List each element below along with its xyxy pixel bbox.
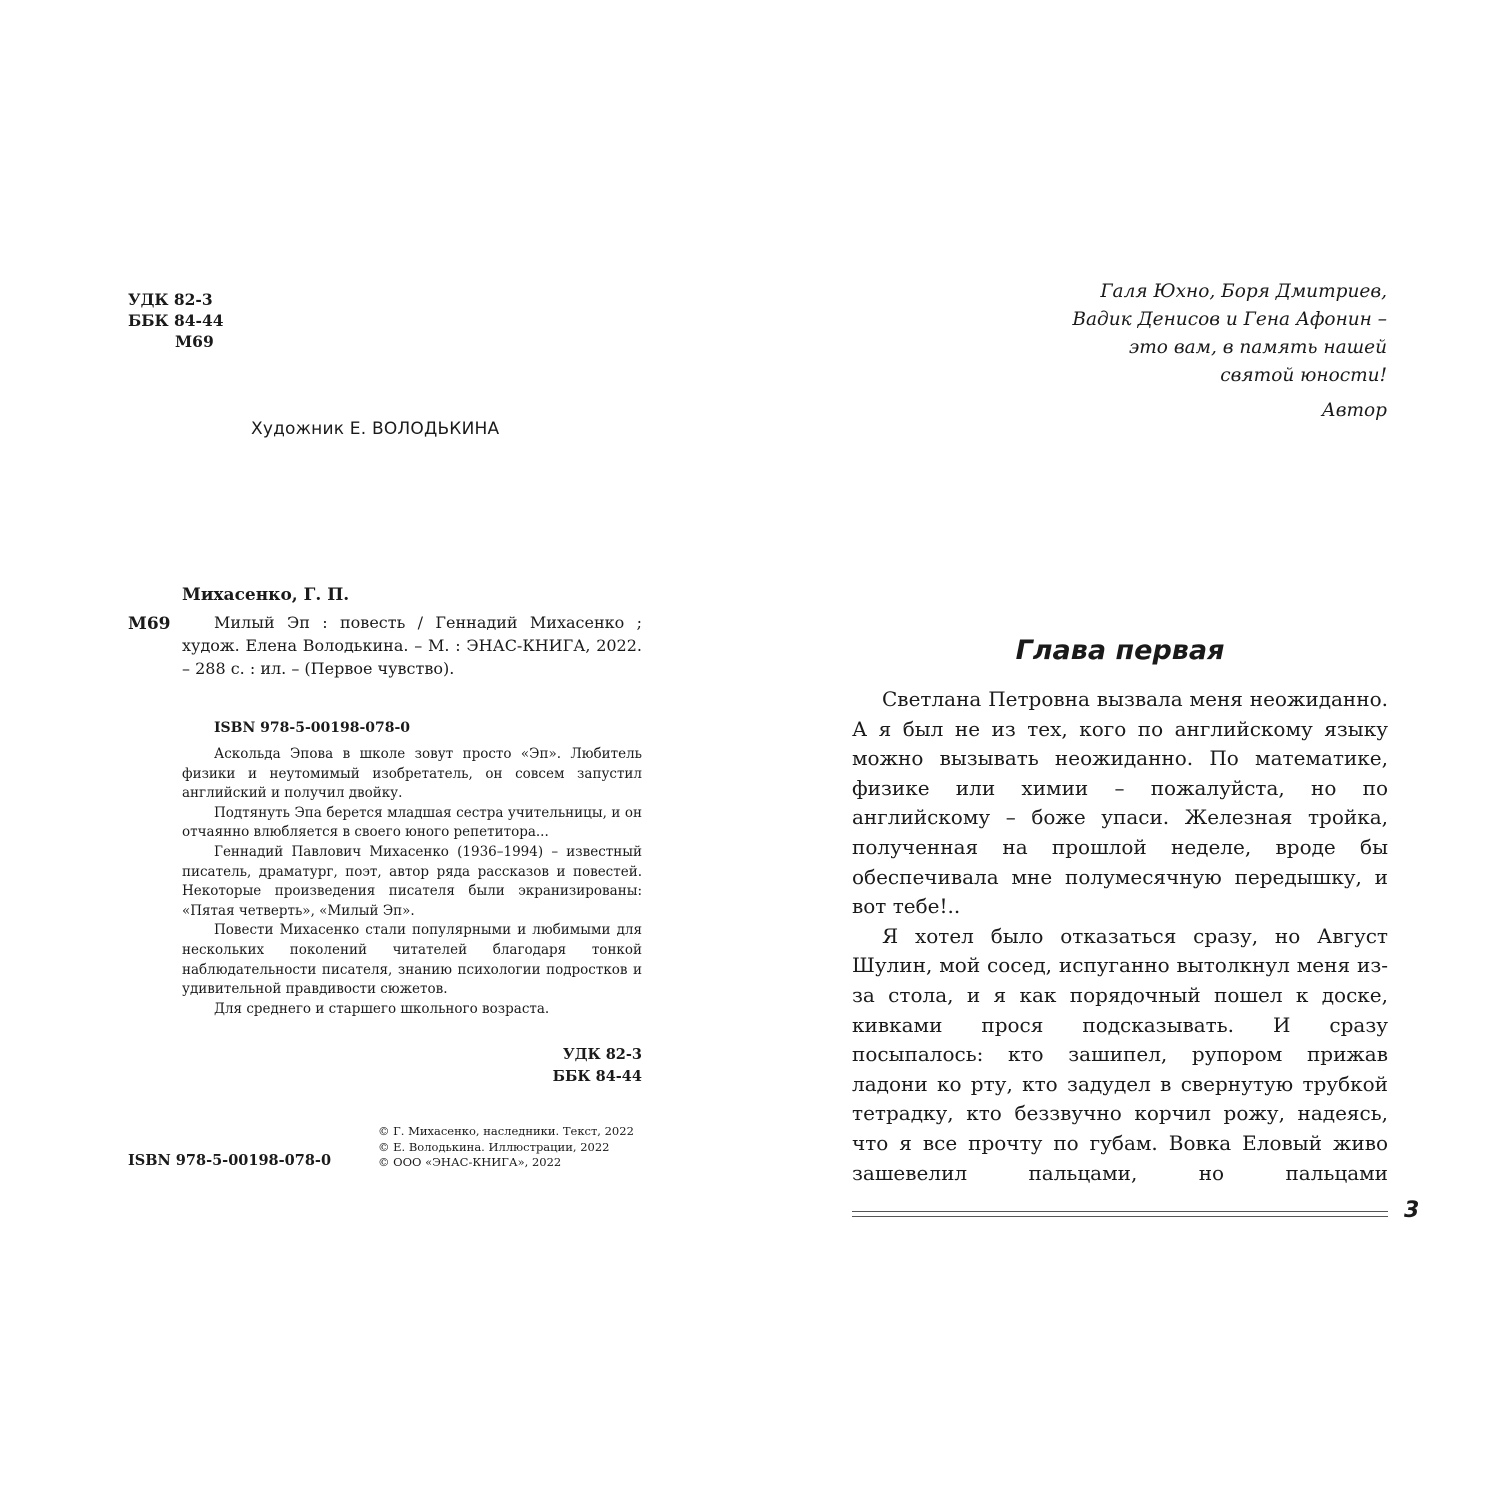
footer-rule-bottom <box>852 1216 1388 1217</box>
dedication-line: святой юности! <box>1220 365 1387 386</box>
bibliographic-description: Милый Эп : повесть / Геннадий Михасенко ; худож. Елена Володькина. – М. : ЭНАС-КНИГА, 2022. – 288 с. : ил. – (Первое чувство). <box>182 613 642 678</box>
copyright-line: © Г. Михасенко, наследники. Текст, 2022 <box>378 1124 634 1138</box>
udk-code-bottom: УДК 82-3 <box>562 1046 642 1063</box>
udk-code: УДК 82-3 <box>128 290 213 309</box>
chapter-title: Глава первая <box>1015 635 1225 666</box>
dedication <box>950 278 1387 425</box>
bottom-classification-codes <box>470 1044 642 1088</box>
chapter-body <box>852 685 1388 1188</box>
dedication-line: Вадик Денисов и Гена Афонин – <box>1072 309 1387 330</box>
annotation <box>182 745 642 1019</box>
dedication-signature: Автор <box>1321 400 1387 421</box>
annotation-paragraph: Подтянуть Эпа берется младшая сестра учительницы, и он отчаянно влюбляется в своего юного репетитора... <box>182 804 642 841</box>
dedication-line: Галя Юхно, Боря Дмитриев, <box>1100 281 1387 302</box>
footer-rule-top <box>852 1211 1388 1212</box>
classification-codes <box>128 289 224 352</box>
catalog-mark: М69 <box>128 614 171 634</box>
dedication-line: это вам, в память нашей <box>1128 337 1387 358</box>
bbk-code: ББК 84-44 <box>128 311 224 330</box>
annotation-paragraph: Геннадий Павлович Михасенко (1936–1994) – известный писатель, драматург, поэт, автор ряда рассказов и повестей. Некоторые произведения писателя были экранизированы: «Пятая четверть», «Милый Эп». <box>182 843 642 919</box>
author-heading: Михасенко, Г. П. <box>182 585 350 605</box>
body-paragraph: Я хотел было отказаться сразу, но Август Шулин, мой сосед, испуганно вытолкнул меня из-за стола, и я как порядочный пошел к доске, кивками прося подсказывать. И сразу посыпалось: кто зашипел, рупором прижав ладони ко рту, кто задудел в свернутую трубкой тетрадку, кто беззвучно корчил рожу, надеясь, что я все прочту по губам. Вовка Еловый живо зашевелил пальцами, но пальцами <box>852 923 1388 1185</box>
author-mark: М69 <box>175 332 214 351</box>
copyright-line: © ООО «ЭНАС-КНИГА», 2022 <box>378 1155 562 1169</box>
annotation-paragraph: Для среднего и старшего школьного возраста. <box>214 1000 550 1017</box>
annotation-paragraph: Повести Михасенко стали популярными и любимыми для нескольких поколений читателей благодаря тонкой наблюдательности писателя, знанию психологии подростков и удивительной правдивости сюжетов. <box>182 922 642 998</box>
isbn-line: ISBN 978-5-00198-078-0 <box>214 720 411 736</box>
copyright-line: © Е. Володькина. Иллюстрации, 2022 <box>378 1139 610 1154</box>
isbn-bottom: ISBN 978-5-00198-078-0 <box>128 1152 332 1169</box>
artist-credit: Художник Е. ВОЛОДЬКИНА <box>251 419 500 439</box>
copyright-block <box>378 1124 634 1171</box>
annotation-paragraph: Аскольда Эпова в школе зовут просто «Эп». Любитель физики и неутомимый изобретатель, он совсем запустил английский и получил двойку. <box>182 746 642 802</box>
page-number: 3 <box>1404 1198 1420 1223</box>
body-paragraph: Светлана Петровна вызвала меня неожиданно. А я был не из тех, кого по английскому языку можно вызывать неожиданно. По математике, физике или химии – пожалуйста, но по английскому – боже упаси. Железная тройка, полученная на прошлой неделе, вроде бы обеспечивала мне полумесячную передышку, и вот тебе!.. <box>852 687 1388 919</box>
bbk-code-bottom: ББК 84-44 <box>552 1068 642 1085</box>
